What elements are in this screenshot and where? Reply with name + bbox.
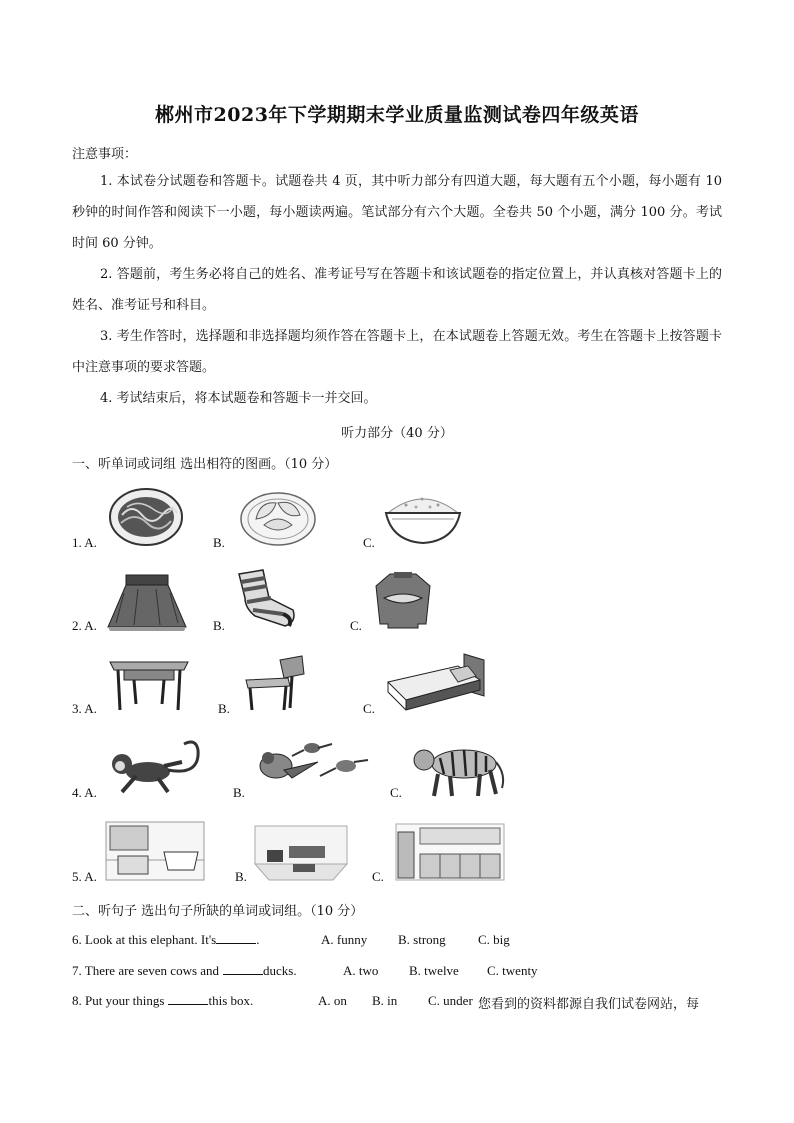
q8-option-b: B. in bbox=[372, 993, 398, 1008]
note-3 bbox=[72, 321, 722, 383]
living-room-icon[interactable] bbox=[253, 824, 349, 882]
birds-icon[interactable] bbox=[248, 736, 370, 798]
watermark-text: 您看到的资料都源自我们试卷网站，每 bbox=[478, 997, 700, 1012]
q5-label-b: B. bbox=[235, 869, 247, 884]
q5-label-a: 5. A. bbox=[72, 869, 97, 884]
q6-blank bbox=[216, 942, 256, 944]
monkey-icon[interactable] bbox=[108, 736, 208, 798]
dumplings-icon[interactable] bbox=[238, 485, 318, 547]
q8-option-c: C. under bbox=[428, 993, 473, 1008]
question-8 bbox=[72, 993, 253, 1009]
q4-label-c: C. bbox=[390, 785, 402, 800]
note-2-text: 2. 答题前，考生务必将自己的姓名、准考证号写在答题卡和该试题卷的指定位置上，并认真核对答题卡上的姓名、准考证号和科目。 bbox=[72, 267, 722, 313]
note-4-text: 4. 考试结束后，将本试题卷和答题卡一并交回。 bbox=[100, 391, 377, 406]
listening-header: 听力部分（40 分） bbox=[341, 426, 453, 441]
sock-icon[interactable] bbox=[233, 568, 299, 630]
section1-heading: 一、听单词或词组 选出相符的图画。（10 分） bbox=[72, 457, 338, 472]
page-title: 郴州市2023年下学期期末学业质量监测试卷四年级英语 bbox=[155, 104, 639, 126]
bed-icon[interactable] bbox=[384, 652, 488, 714]
bathroom-icon[interactable] bbox=[104, 820, 206, 882]
q8-option-a: A. on bbox=[318, 993, 347, 1008]
notes-heading: 注意事项： bbox=[72, 147, 138, 162]
q1-label-b: B. bbox=[213, 535, 225, 550]
desk-icon[interactable] bbox=[104, 654, 194, 714]
q8-stem-end: this box. bbox=[208, 993, 254, 1008]
section2-heading: 二、听句子 选出句子所缺的单词或词组。（10 分） bbox=[72, 904, 364, 919]
q2-label-b: B. bbox=[213, 618, 225, 633]
tiger-icon[interactable] bbox=[410, 740, 508, 800]
q1-label-a: 1. A. bbox=[72, 535, 97, 550]
q7-option-b: B. twelve bbox=[409, 963, 459, 978]
chair-icon[interactable] bbox=[240, 652, 310, 714]
question-6 bbox=[72, 932, 259, 948]
note-2 bbox=[72, 259, 722, 321]
q5-label-c: C. bbox=[372, 869, 384, 884]
noodles-icon[interactable] bbox=[107, 485, 185, 547]
q6-stem-end: . bbox=[256, 932, 260, 947]
q7-stem-end: ducks. bbox=[263, 963, 297, 978]
note-4 bbox=[72, 383, 722, 414]
note-1 bbox=[72, 166, 722, 259]
q7-option-a: A. two bbox=[343, 963, 379, 978]
q7-stem: 7. There are seven cows and bbox=[72, 963, 220, 978]
skirt-icon[interactable] bbox=[104, 573, 190, 633]
q6-option-b: B. strong bbox=[398, 932, 446, 947]
q6-option-c: C. big bbox=[478, 932, 510, 947]
kitchen-icon[interactable] bbox=[394, 822, 506, 882]
q7-blank bbox=[223, 973, 263, 975]
q7-option-c: C. twenty bbox=[487, 963, 538, 978]
q6-option-a: A. funny bbox=[321, 932, 368, 947]
q3-label-b: B. bbox=[218, 701, 230, 716]
q3-label-a: 3. A. bbox=[72, 701, 97, 716]
q4-label-b: B. bbox=[233, 785, 245, 800]
note-1-text: 1. 本试卷分试题卷和答题卡。试题卷共 4 页，其中听力部分有四道大题，每大题有五个小题，每小题有 10 秒钟的时间作答和阅读下一小题，每小题读两遍。笔试部分有六个大题。全卷共 50 个小题，满分 100 分。考试时间 60 分钟。 bbox=[72, 174, 722, 251]
q2-label-a: 2. A. bbox=[72, 618, 97, 633]
q1-label-c: C. bbox=[363, 535, 375, 550]
sweater-icon[interactable] bbox=[370, 570, 436, 632]
q6-stem: 6. Look at this elephant. It's bbox=[72, 932, 217, 947]
note-3-text: 3. 考生作答时，选择题和非选择题均须作答在答题卡上，在本试题卷上答题无效。考生在答题卡上按答题卡中注意事项的要求答题。 bbox=[72, 329, 722, 375]
q3-label-c: C. bbox=[363, 701, 375, 716]
q4-label-a: 4. A. bbox=[72, 785, 97, 800]
q8-stem: 8. Put your things bbox=[72, 993, 165, 1008]
question-7 bbox=[72, 963, 297, 979]
q2-label-c: C. bbox=[350, 618, 362, 633]
q8-blank bbox=[168, 1003, 208, 1005]
rice-bowl-icon[interactable] bbox=[382, 483, 464, 547]
